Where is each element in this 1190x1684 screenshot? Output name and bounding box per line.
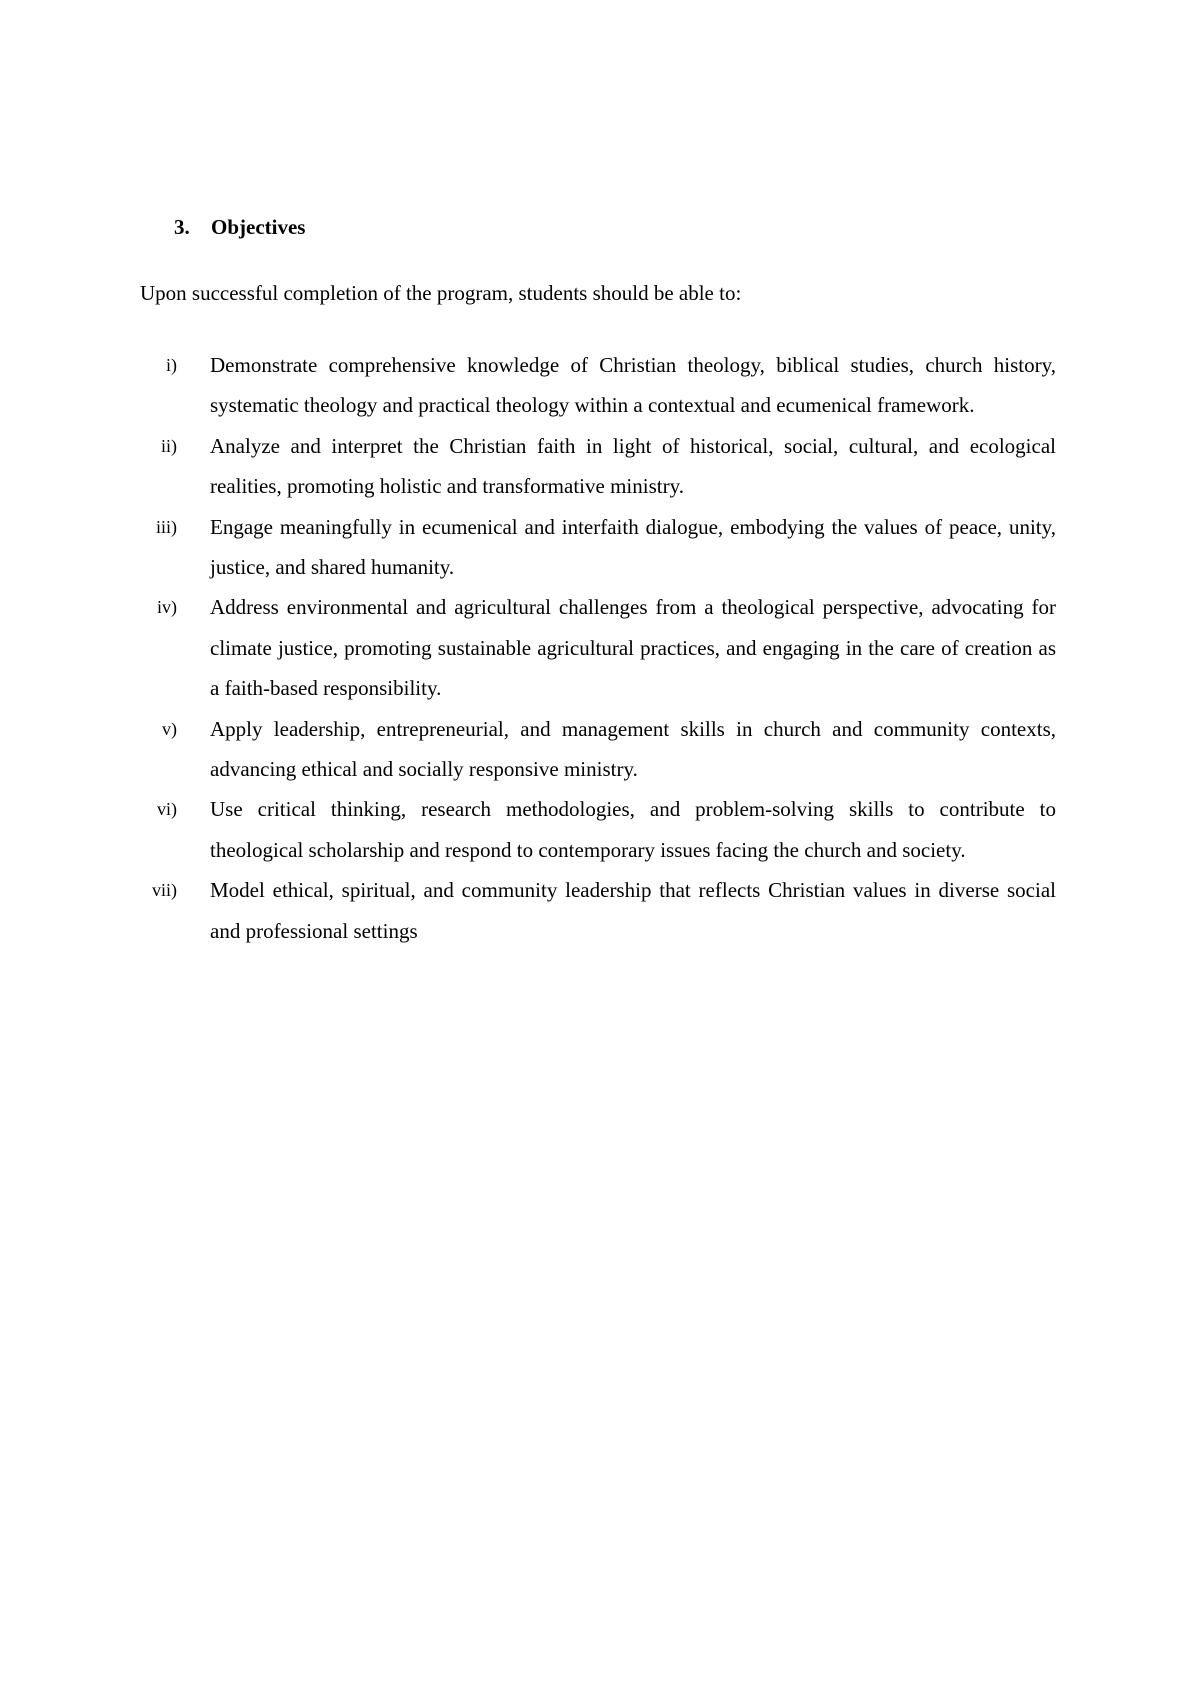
- objective-item: [130, 507, 1056, 588]
- list-marker: i): [166, 355, 177, 375]
- objective-text: Use critical thinking, research methodologies, and problem-solving skills to contribute to theological scholarship and respond to contemporary issues facing the church and society.: [210, 797, 1056, 862]
- list-marker: v): [162, 718, 177, 739]
- list-marker: vi): [157, 799, 177, 820]
- objective-item: [130, 870, 1056, 951]
- list-marker: ii): [161, 435, 177, 456]
- objective-text: Demonstrate comprehensive knowledge of Christian theology, biblical studies, church history, systematic theology and practical theology within a contextual and ecumenical framework.: [210, 353, 1056, 418]
- section-title: Objectives: [211, 215, 306, 239]
- objective-item: [130, 789, 1056, 870]
- objective-text: Address environmental and agricultural challenges from a theological perspective, advocating for climate justice, promoting sustainable agricultural practices, and engaging in the care of creation as a faith-based responsibility.: [210, 595, 1056, 701]
- objective-text: Engage meaningfully in ecumenical and interfaith dialogue, embodying the values of peace, unity, justice, and shared humanity.: [210, 514, 1056, 580]
- list-marker: iii): [156, 516, 177, 537]
- list-marker: iv): [157, 597, 177, 618]
- list-marker: vii): [152, 880, 177, 901]
- objective-item: [130, 426, 1056, 507]
- objective-item: [130, 709, 1056, 790]
- objective-text: Model ethical, spiritual, and community leadership that reflects Christian values in diverse social and professional settings: [210, 878, 1056, 943]
- objective-text: Apply leadership, entrepreneurial, and management skills in church and community contexts, advancing ethical and socially responsive ministry.: [210, 716, 1056, 782]
- section-heading: [174, 212, 305, 242]
- objectives-list: [130, 345, 1056, 951]
- objective-text: Analyze and interpret the Christian faith in light of historical, social, cultural, and ecological realities, promoting holistic and transformative ministry.: [210, 433, 1056, 499]
- section-number: 3.: [174, 215, 190, 239]
- intro-paragraph: Upon successful completion of the program, students should be able to:: [140, 281, 742, 305]
- objective-item: [130, 345, 1056, 426]
- objective-item: [130, 587, 1056, 708]
